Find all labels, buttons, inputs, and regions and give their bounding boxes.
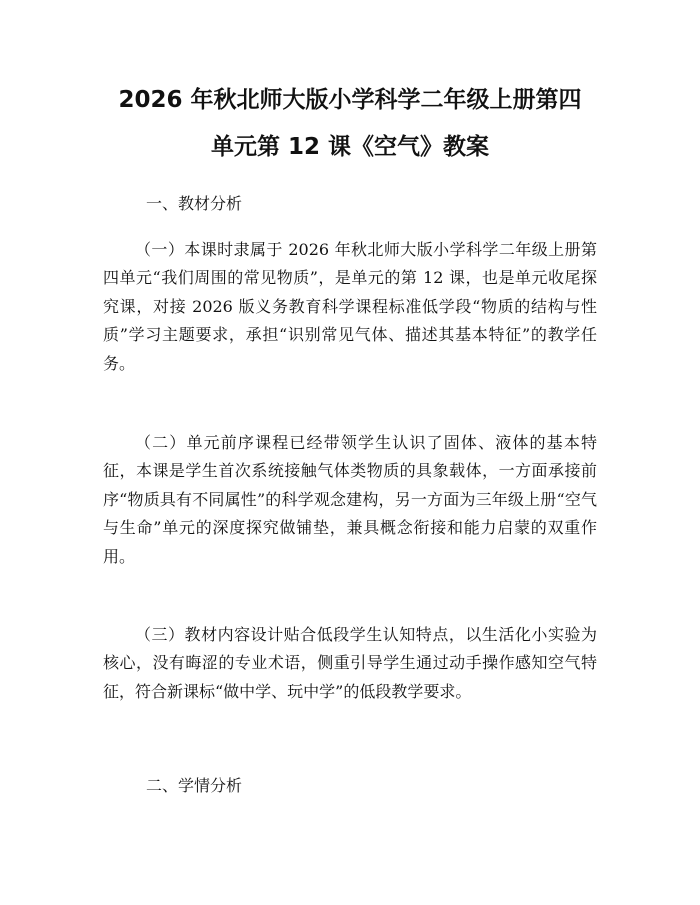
paragraph-2: （二）单元前序课程已经带领学生认识了固体、液体的基本特征，本课是学生首次系统接触气体类物质的具象载体，一方面承接前序“物质具有不同属性”的科学观念建构，另一方面为三年级上册“空气与生命”单元的深度探究做铺垫，兼具概念衔接和能力启蒙的双重作用。 [103,433,597,566]
section-heading-textbook-analysis: 一、教材分析 [146,194,243,213]
paragraph-1: （一）本课时隶属于 2026 年秋北师大版小学科学二年级上册第四单元“我们周围的常见物质”，是单元的第 12 课，也是单元收尾探究课，对接 2026 版义务教育科学课程标准低学段“物质的结构与性质”学习主题要求，承担“识别常见气体、描述其基本特征”的教学任务。 [103,240,597,373]
section-heading-learner-analysis: 二、学情分析 [146,776,243,795]
document-title-line-1: 2026 年秋北师大版小学科学二年级上册第四 [118,87,582,113]
paragraph-3: （三）教材内容设计贴合低段学生认知特点，以生活化小实验为核心，没有晦涩的专业术语，侧重引导学生通过动手操作感知空气特征，符合新课标“做中学、玩中学”的低段教学要求。 [103,625,597,701]
document-title-line-2: 单元第 12 课《空气》教案 [210,134,490,160]
